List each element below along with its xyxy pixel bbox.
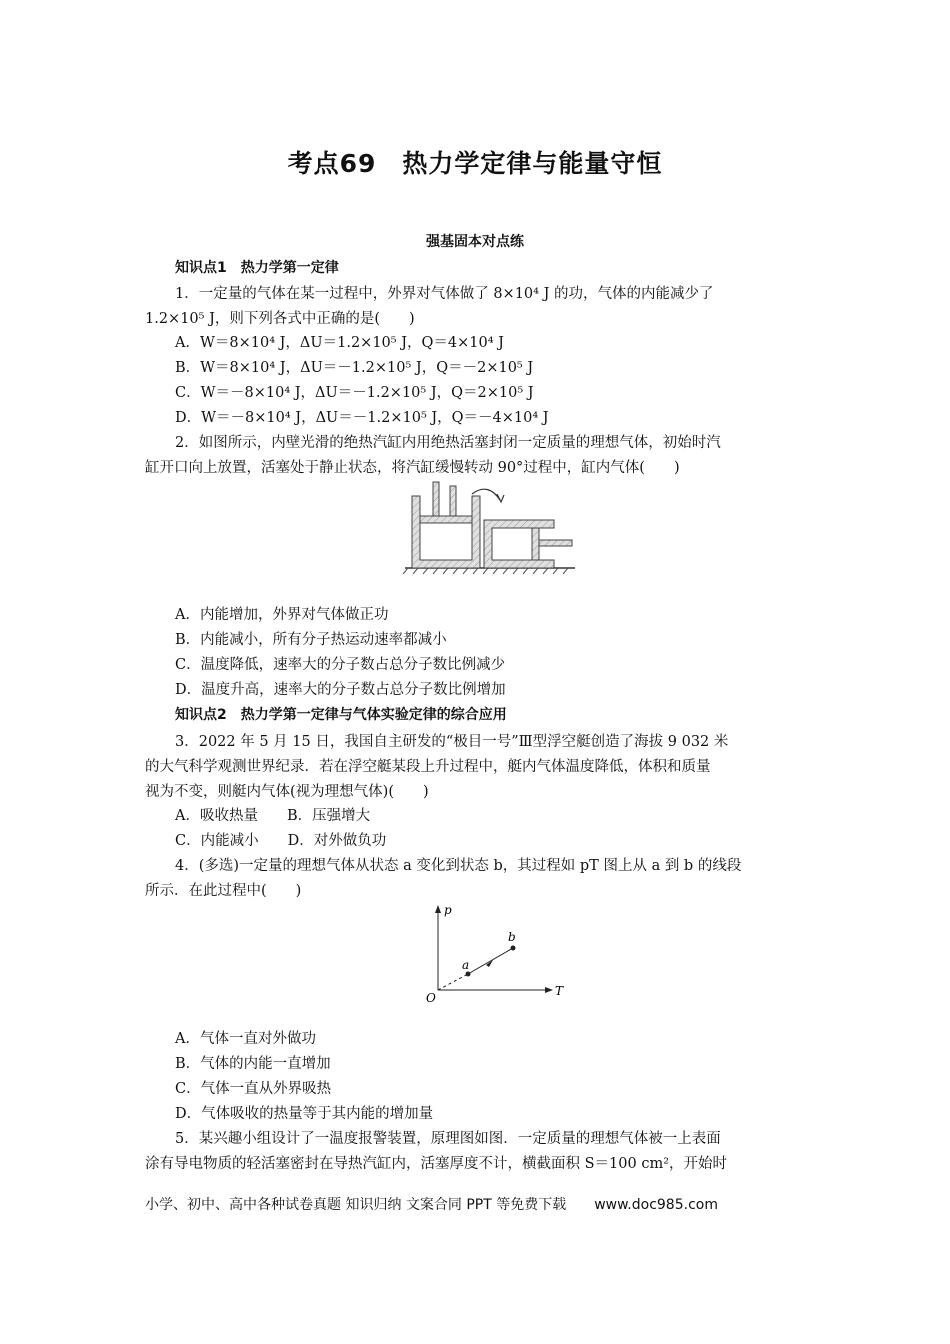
question-1-line-2: 1.2×10⁵ J，则下列各式中正确的是( ) bbox=[145, 311, 415, 327]
q4-option-b: B．气体的内能一直增加 bbox=[175, 1056, 331, 1072]
section-heading: 强基固本对点练 bbox=[426, 234, 524, 250]
q2-option-b: B．内能减小，所有分子热运动速率都减小 bbox=[175, 632, 447, 648]
question-3-line-1: 3．2022 年 5 月 15 日，我国自主研发的“极目一号”Ⅲ型浮空艇创造了海拔 9 032 米 bbox=[175, 734, 729, 750]
footer-banner: 小学、初中、高中各种试卷真题 知识归纳 文案合同 PPT 等免费下载 www.doc985.com bbox=[145, 1197, 718, 1213]
knowledge-point-1: 知识点1 热力学第一定律 bbox=[175, 260, 339, 276]
page-title: 考点69 热力学定律与能量守恒 bbox=[287, 149, 663, 178]
q2-option-d: D．温度升高，速率大的分子数占总分子数比例增加 bbox=[175, 682, 506, 698]
q4-option-c: C．气体一直从外界吸热 bbox=[175, 1081, 332, 1097]
question-3-line-3: 视为不变，则艇内气体(视为理想气体)( ) bbox=[145, 784, 429, 800]
q2-option-c: C．温度降低，速率大的分子数占总分子数比例减少 bbox=[175, 657, 506, 673]
q1-option-d: D．W＝－8×10⁴ J，ΔU＝－1.2×10⁵ J，Q＝－4×10⁴ J bbox=[175, 410, 549, 426]
question-2-line-2: 缸开口向上放置，活塞处于静止状态，将汽缸缓慢转动 90°过程中，缸内气体( ) bbox=[145, 460, 680, 476]
question-3-line-2: 的大气科学观测世界纪录．若在浮空艇某段上升过程中，艇内气体温度降低，体积和质量 bbox=[145, 759, 711, 775]
question-4-line-1: 4．(多选)一定量的理想气体从状态 a 变化到状态 b，其过程如 pT 图上从 a 到 b 的线段 bbox=[175, 858, 742, 874]
cylinder-figure bbox=[400, 478, 580, 578]
x-axis-label: T bbox=[555, 984, 564, 998]
point-a bbox=[466, 972, 471, 977]
point-b bbox=[511, 946, 516, 951]
question-5-line-2: 涂有导电物质的轻活塞密封在导热汽缸内，活塞厚度不计，横截面积 S＝100 cm²，开始时 bbox=[145, 1156, 728, 1172]
question-4-line-2: 所示．在此过程中( ) bbox=[145, 883, 302, 899]
question-5-line-1: 5．某兴趣小组设计了一温度报警装置，原理图如图．一定质量的理想气体被一上表面 bbox=[175, 1131, 721, 1147]
knowledge-point-2: 知识点2 热力学第一定律与气体实验定律的综合应用 bbox=[175, 707, 507, 723]
q4-option-a: A．气体一直对外做功 bbox=[175, 1031, 316, 1047]
q1-option-c: C．W＝－8×10⁴ J，ΔU＝－1.2×10⁵ J，Q＝2×10⁵ J bbox=[175, 385, 534, 401]
point-a-label: a bbox=[462, 958, 470, 972]
q1-option-a: A．W＝8×10⁴ J，ΔU＝1.2×10⁵ J，Q＝4×10⁴ J bbox=[175, 335, 504, 351]
q3-options-ab: A．吸收热量 B．压强增大 bbox=[175, 808, 371, 824]
q2-option-a: A．内能增加，外界对气体做正功 bbox=[175, 607, 389, 623]
y-axis-label: p bbox=[444, 903, 452, 917]
question-1-line-1: 1．一定量的气体在某一过程中，外界对气体做了 8×10⁴ J 的功，气体的内能减少了 bbox=[175, 286, 714, 302]
q3-options-cd: C．内能减小 D．对外做负功 bbox=[175, 833, 387, 849]
question-2-line-1: 2．如图所示，内壁光滑的绝热汽缸内用绝热活塞封闭一定质量的理想气体，初始时汽 bbox=[175, 435, 721, 451]
q1-option-b: B．W＝8×10⁴ J，ΔU＝－1.2×10⁵ J，Q＝－2×10⁵ J bbox=[175, 360, 534, 376]
origin-label: O bbox=[426, 991, 436, 1005]
point-b-label: b bbox=[508, 930, 516, 944]
pt-graph bbox=[420, 900, 570, 1010]
q4-option-d: D．气体吸收的热量等于其内能的增加量 bbox=[175, 1106, 434, 1122]
